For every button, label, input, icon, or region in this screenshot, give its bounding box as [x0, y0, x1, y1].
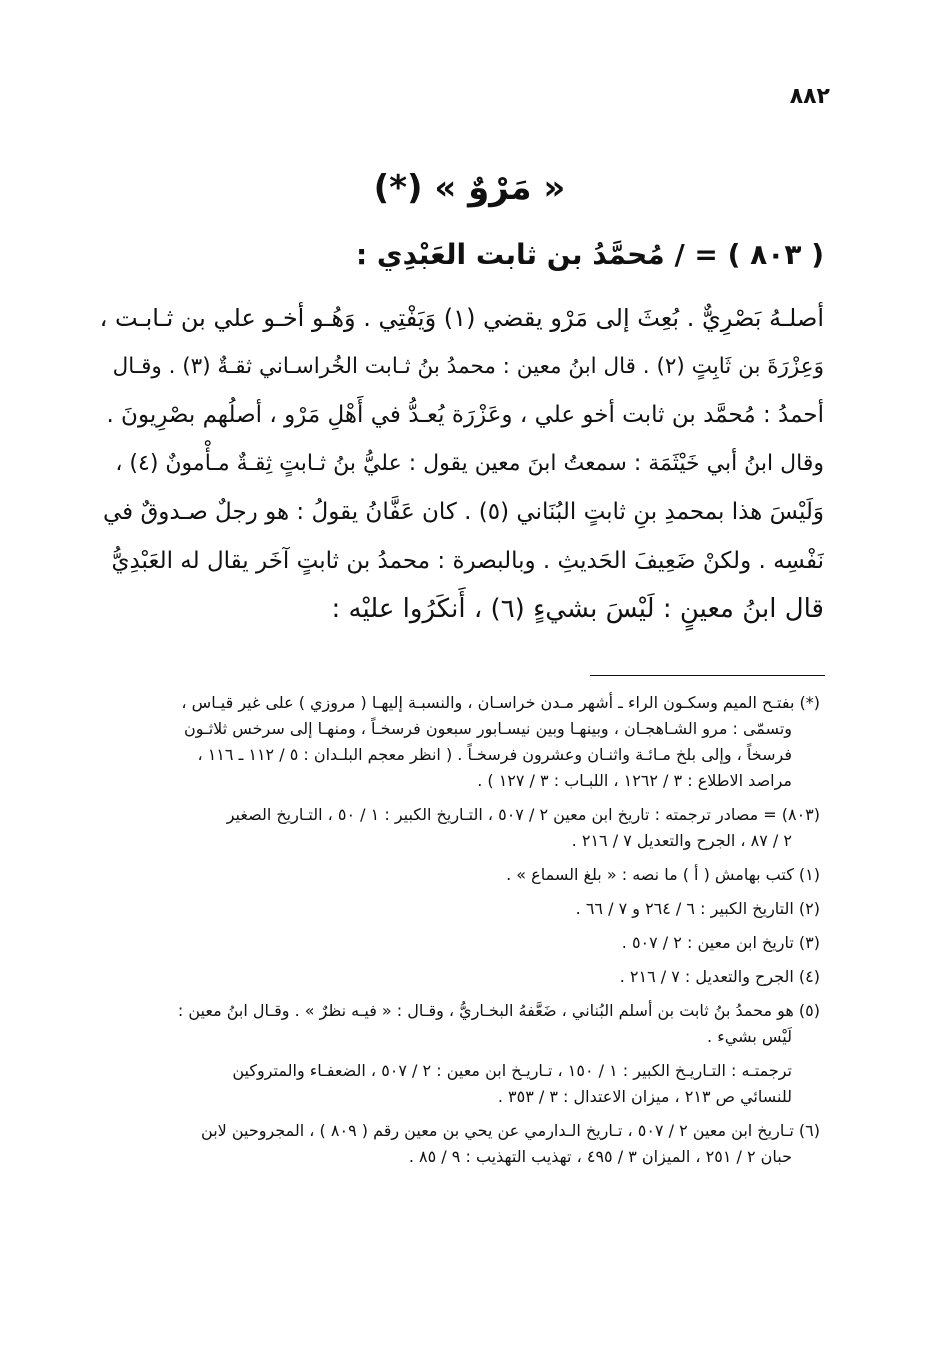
- footnote-line: (٣) تاريخ ابن معين : ٢ / ٥٠٧ .: [621, 933, 820, 952]
- footnote-line: لَيْس بشيء .: [707, 1027, 792, 1046]
- footnotes-section: [108, 690, 820, 1170]
- main-text-line: نَفْسِه . ولكنْ ضَعِيفَ الحَديثِ . وبالبصرة : محمدُ بن ثابتٍ آخَر يقال له العَبْدِيُّ: [111, 547, 824, 574]
- footnote-line: فرسخاً ، وإلى بلخ مـائـة واثنـان وعشرون فرسخـاً . ( انظر معجم البلـدان : ٥ / ١١٢ ـ ١١٦ ،: [197, 745, 792, 764]
- footnote-line: وتسمّى : مرو الشـاهجـان ، وبينهـا وبين نيسـابور سبعون فرسخـاً ، ومنهـا إلى سرخس ثلاثـون: [184, 719, 792, 738]
- main-text-line: قال ابنُ معينٍ : لَيْسَ بشيءٍ (٦) ، أَنكَرُوا عليْه :: [331, 594, 824, 624]
- main-text-line: وقال ابنُ أبي خَيْثَمَة : سمعتُ ابنَ معين يقول : عليُّ بنُ ثـابتٍ ثِقـةٌ مـأْمونٌ (٤) ،: [115, 450, 824, 476]
- footnote-line: (٥) هو محمدُ بنُ ثابت بن أسلم البُناني ، ضَعَّفهُ البخـاريُّ ، وقـال : « فيـه نظرٌ » . وقـال ابنُ معين :: [177, 1001, 820, 1020]
- main-text-line: وَلَيْسَ هذا بمحمدِ بنِ ثابتٍ البُنَاني (٥) . كان عَفَّانُ يقولُ : هو رجلٌ صـدوقٌ في: [102, 499, 824, 525]
- footnote-line: (١) كتب بهامش ( أ ) ما نصه : « بلغ السماع » .: [506, 865, 820, 884]
- page-number: ٨٨٢: [789, 84, 830, 109]
- main-text-line: وَعِزْرَةَ بن ثَابِتٍ (٢) . قال ابنُ معين : محمدُ بنُ ثـابت الخُراسـاني ثقـةٌ (٣) . وقـال: [112, 353, 824, 379]
- main-text: [100, 294, 824, 634]
- footnote-line: ٢ / ٨٧ ، الجرح والتعديل ٧ / ٢١٦ .: [571, 831, 792, 850]
- main-text-line: أصلـهُ بَصْرِيٌّ . بُعِثَ إلى مَرْو يقضي (١) وَيَفْتِي . وَهُـو أخـو علي بن ثـابـت ،: [100, 304, 824, 332]
- footnote-line: حبان ٢ / ٢٥١ ، الميزان ٣ / ٤٩٥ ، تهذيب التهذيب : ٩ / ٨٥ .: [408, 1147, 792, 1166]
- entry-heading: ( ٨٠٣ ) = / مُحمَّدُ بن ثابت العَبْدِي :: [355, 238, 824, 271]
- footnote-line: (٤) الجرح والتعديل : ٧ / ٢١٦ .: [619, 967, 820, 986]
- footnote-line: (٦) تـاريخ ابن معين ٢ / ٥٠٧ ، تـاريخ الـدارمي عن يحي بن معين رقم ( ٨٠٩ ) ، المجروحين لابن: [201, 1121, 820, 1140]
- footnote-line: (*) بفتـح الميم وسكـون الراء ـ أشهر مـدن خراسـان ، والنسبـة إليهـا ( مروزي ) على غير قيـاس ،: [181, 693, 820, 712]
- footnote-line: (٨٠٣) = مصادر ترجمته : تاريخ ابن معين ٢ / ٥٠٧ ، التـاريخ الكبير : ١ / ٥٠ ، التـاريخ الصغير: [226, 805, 820, 824]
- footnote-line: مراصد الاطلاع : ٣ / ١٢٦٢ ، اللبـاب : ٣ / ١٢٧ ) .: [477, 771, 792, 790]
- footnote-divider: [590, 675, 825, 676]
- main-text-line: أحمدُ : مُحمَّد بن ثابت أخو علي ، وعَزْرَة يُعـدُّ في أَهْلِ مَرْو ، أصلُهم بصْرِيونَ .: [106, 402, 824, 428]
- footnote-line: ترجمتـه : التـاريـخ الكبير : ١ / ١٥٠ ، تـاريـخ ابن معين : ٢ / ٥٠٧ ، الضعفـاء والمتروكين: [232, 1061, 792, 1080]
- chapter-title: « مَرْوٌ » (*): [373, 168, 566, 208]
- footnote-line: (٢) التاريخ الكبير : ٦ / ٢٦٤ و ٧ / ٦٦ .: [575, 899, 820, 918]
- footnote-line: للنسائي ص ٢١٣ ، ميزان الاعتدال : ٣ / ٣٥٣ .: [497, 1087, 792, 1106]
